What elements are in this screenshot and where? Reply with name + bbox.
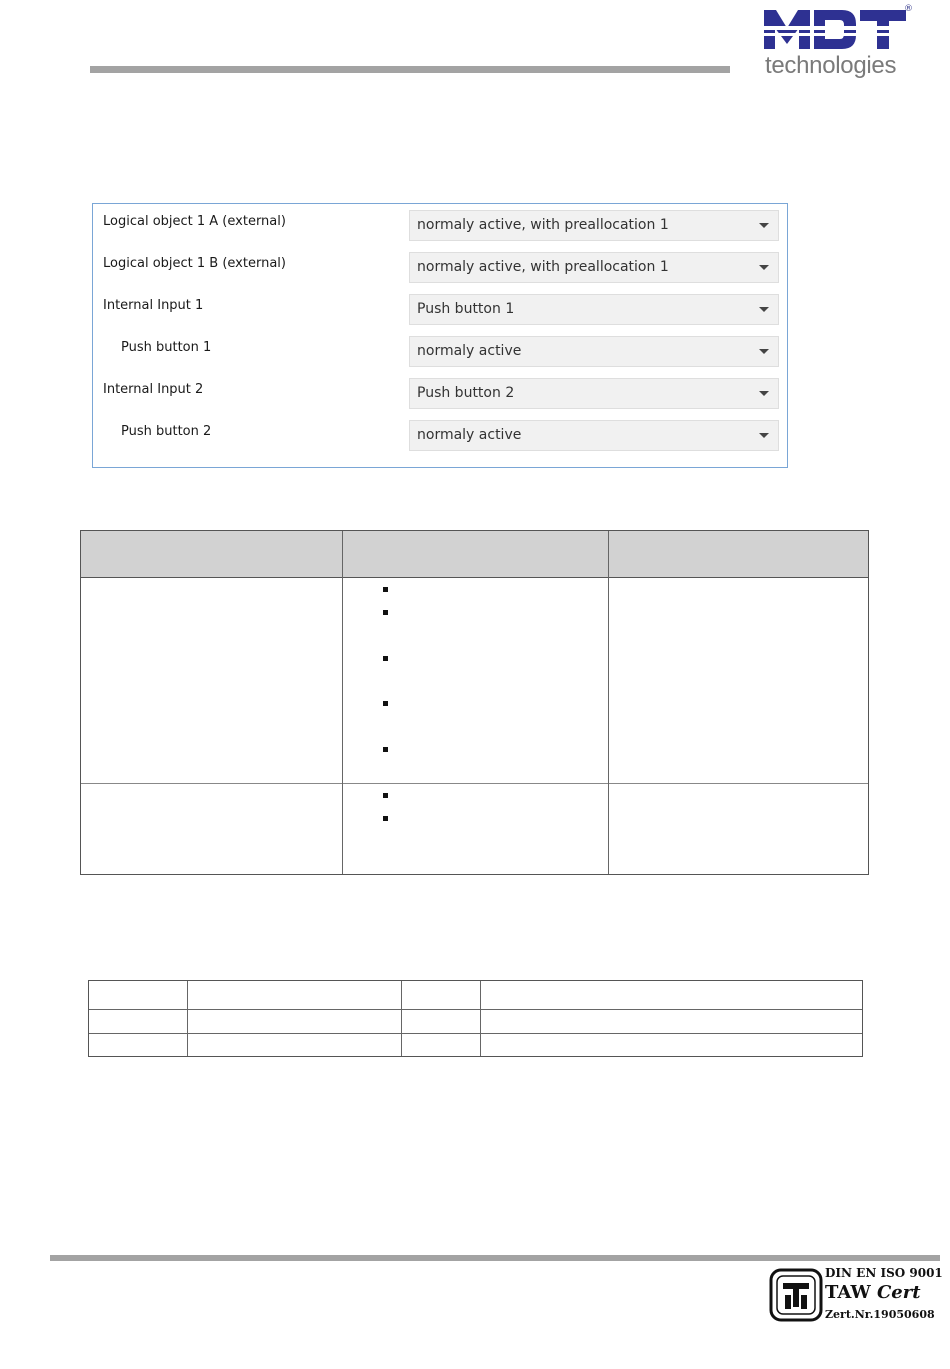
param-label: Push button 2 <box>121 424 212 439</box>
bullet-marker <box>383 610 388 615</box>
table-row <box>81 577 868 784</box>
chevron-down-icon <box>759 307 769 312</box>
param-label: Logical object 1 B (external) <box>103 256 286 271</box>
logo-tagline: technologies <box>765 52 897 79</box>
chevron-down-icon <box>759 223 769 228</box>
column-divider <box>480 981 481 1056</box>
iso-standard: DIN EN ISO 9001 <box>825 1266 943 1280</box>
chevron-down-icon <box>759 391 769 396</box>
cert-org <box>825 1282 921 1303</box>
param-row-logical-object-1a <box>93 208 787 240</box>
push-button-2-select[interactable] <box>409 420 779 451</box>
bullet-marker <box>383 701 388 706</box>
mdt-logo <box>764 4 914 80</box>
param-label: Internal Input 2 <box>103 382 204 397</box>
select-value: normaly active, with preallocation 1 <box>417 217 669 233</box>
param-row-internal-input-1 <box>93 292 787 324</box>
select-value: normaly active <box>417 343 522 359</box>
select-value: Push button 2 <box>417 385 515 401</box>
internal-input-1-select[interactable] <box>409 294 779 325</box>
iso-certification-mark <box>769 1265 944 1327</box>
row-divider <box>89 1033 862 1034</box>
column-divider <box>401 981 402 1056</box>
header-rule <box>90 66 730 73</box>
mdt-logo-letters <box>764 4 910 52</box>
logical-object-1b-select[interactable] <box>409 252 779 283</box>
param-label: Logical object 1 A (external) <box>103 214 286 229</box>
bullet-marker <box>383 747 388 752</box>
param-label: Push button 1 <box>121 340 212 355</box>
push-button-1-select[interactable] <box>409 336 779 367</box>
chevron-down-icon <box>759 433 769 438</box>
select-value: Push button 1 <box>417 301 515 317</box>
chevron-down-icon <box>759 349 769 354</box>
param-row-push-button-2 <box>93 418 787 450</box>
select-value: normaly active, with preallocation 1 <box>417 259 669 275</box>
registered-mark: ® <box>904 4 913 14</box>
parameter-panel <box>92 203 788 468</box>
column-divider <box>342 531 343 874</box>
table-header-row <box>81 531 868 578</box>
cert-org-suffix: Cert <box>876 1282 921 1303</box>
taw-seal-icon <box>769 1267 823 1323</box>
parameter-description-table <box>80 530 869 875</box>
bullet-marker <box>383 587 388 592</box>
param-row-push-button-1 <box>93 334 787 366</box>
footer-rule <box>50 1255 940 1261</box>
bullet-marker <box>383 656 388 661</box>
cert-number: Zert.Nr.19050608 <box>825 1308 935 1321</box>
communication-object-table <box>88 980 863 1057</box>
param-row-logical-object-1b <box>93 250 787 282</box>
bullet-marker <box>383 793 388 798</box>
param-row-internal-input-2 <box>93 376 787 408</box>
select-value: normaly active <box>417 427 522 443</box>
table-row <box>81 783 868 875</box>
param-label: Internal Input 1 <box>103 298 204 313</box>
column-divider <box>608 531 609 874</box>
chevron-down-icon <box>759 265 769 270</box>
logical-object-1a-select[interactable] <box>409 210 779 241</box>
column-divider <box>187 981 188 1056</box>
row-divider <box>89 1009 862 1010</box>
internal-input-2-select[interactable] <box>409 378 779 409</box>
bullet-marker <box>383 816 388 821</box>
cert-org-prefix: TAW <box>825 1282 871 1303</box>
